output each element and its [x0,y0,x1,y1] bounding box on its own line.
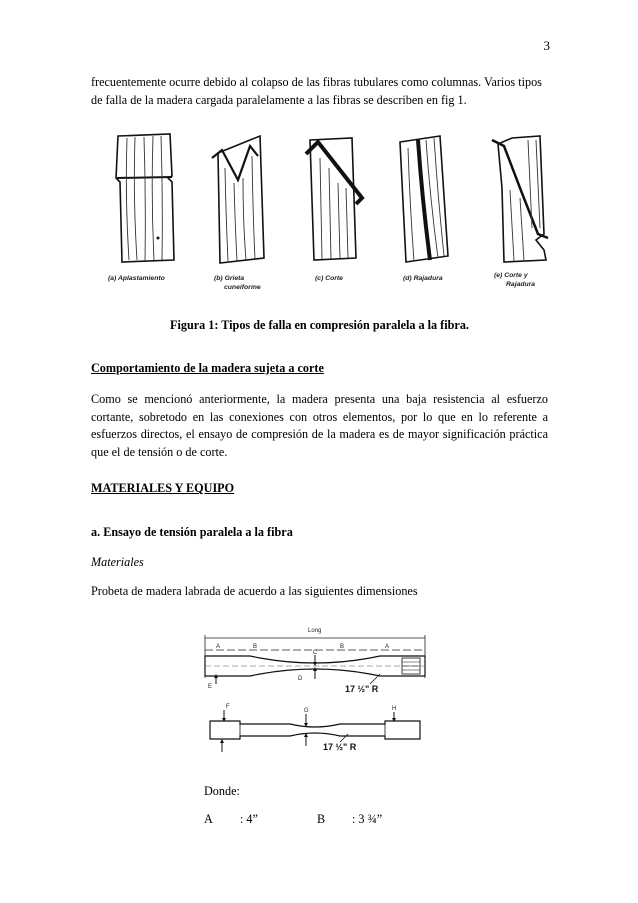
panel-e-label-1: (e) Corte y [494,272,528,279]
label-b-2: B [340,644,345,650]
page-number: 3 [543,38,550,53]
label-g: G [304,708,309,714]
dimension-b-key: B [317,812,326,826]
specimen-text: Probeta de madera labrada de acuerdo a las siguientes dimensiones [91,584,418,598]
label-c: C [313,650,318,656]
panel-shear [306,138,362,282]
label-f: F [226,704,230,710]
long-label: Long [308,628,322,634]
figure-failure-types [100,128,560,298]
panel-b-label-1: (b) Grieta [214,275,245,282]
panel-c-label: (c) Corte [315,275,343,282]
dimension-a-key: A [204,812,213,826]
panel-crushing [108,134,174,282]
materials-heading: MATERIALES Y EQUIPO [91,481,235,495]
dimension-b-value: : 3 ¾” [352,812,383,826]
radius-top-label: 17 ½" R [345,684,379,694]
label-a: A [216,644,221,650]
panel-wedge-split [212,136,264,291]
figure-tension-specimen [180,624,450,764]
panel-b-label-2: cuneiforme [224,284,261,291]
dimension-a-value: : 4” [240,812,258,826]
label-b: B [253,644,258,650]
label-h: H [392,706,397,712]
specimen-side-view [210,704,420,752]
panel-d-label: (d) Rajadura [403,275,443,282]
panel-shear-and-split [492,136,548,288]
label-e: E [208,684,213,690]
panel-splitting [400,136,448,282]
panel-a-label: (a) Aplastamiento [108,275,165,282]
radius-bottom-label: 17 ½" R [323,742,357,752]
intro-paragraph: frecuentemente ocurre debido al colapso de las fibras tubulares como columnas. Varios tipos de falla de la madera cargada paralelamente a las fibras se describen en fig 1. [91,75,542,107]
where-label: Donde: [204,784,240,798]
shear-paragraph: Como se mencionó anteriormente, la madera presenta una baja resistencia al esfuerzo cortante, sobretodo en las conexiones con otros elementos, por lo que en lo referente a esfuerzos directos, el ensayo de compresión de la madera es de mayor significación práctica que el de tensión o de corte. [91,392,548,459]
label-d: D [298,676,303,682]
panel-e-label-2: Rajadura [506,281,536,288]
label-a-2: A [385,644,390,650]
specimen-top-view [205,628,425,694]
figure1-caption: Figura 1: Tipos de falla en compresión paralela a la fibra. [170,318,469,332]
materials-label: Materiales [91,555,144,569]
tension-subheading: a. Ensayo de tensión paralela a la fibra [91,525,293,539]
shear-heading: Comportamiento de la madera sujeta a corte [91,361,324,375]
